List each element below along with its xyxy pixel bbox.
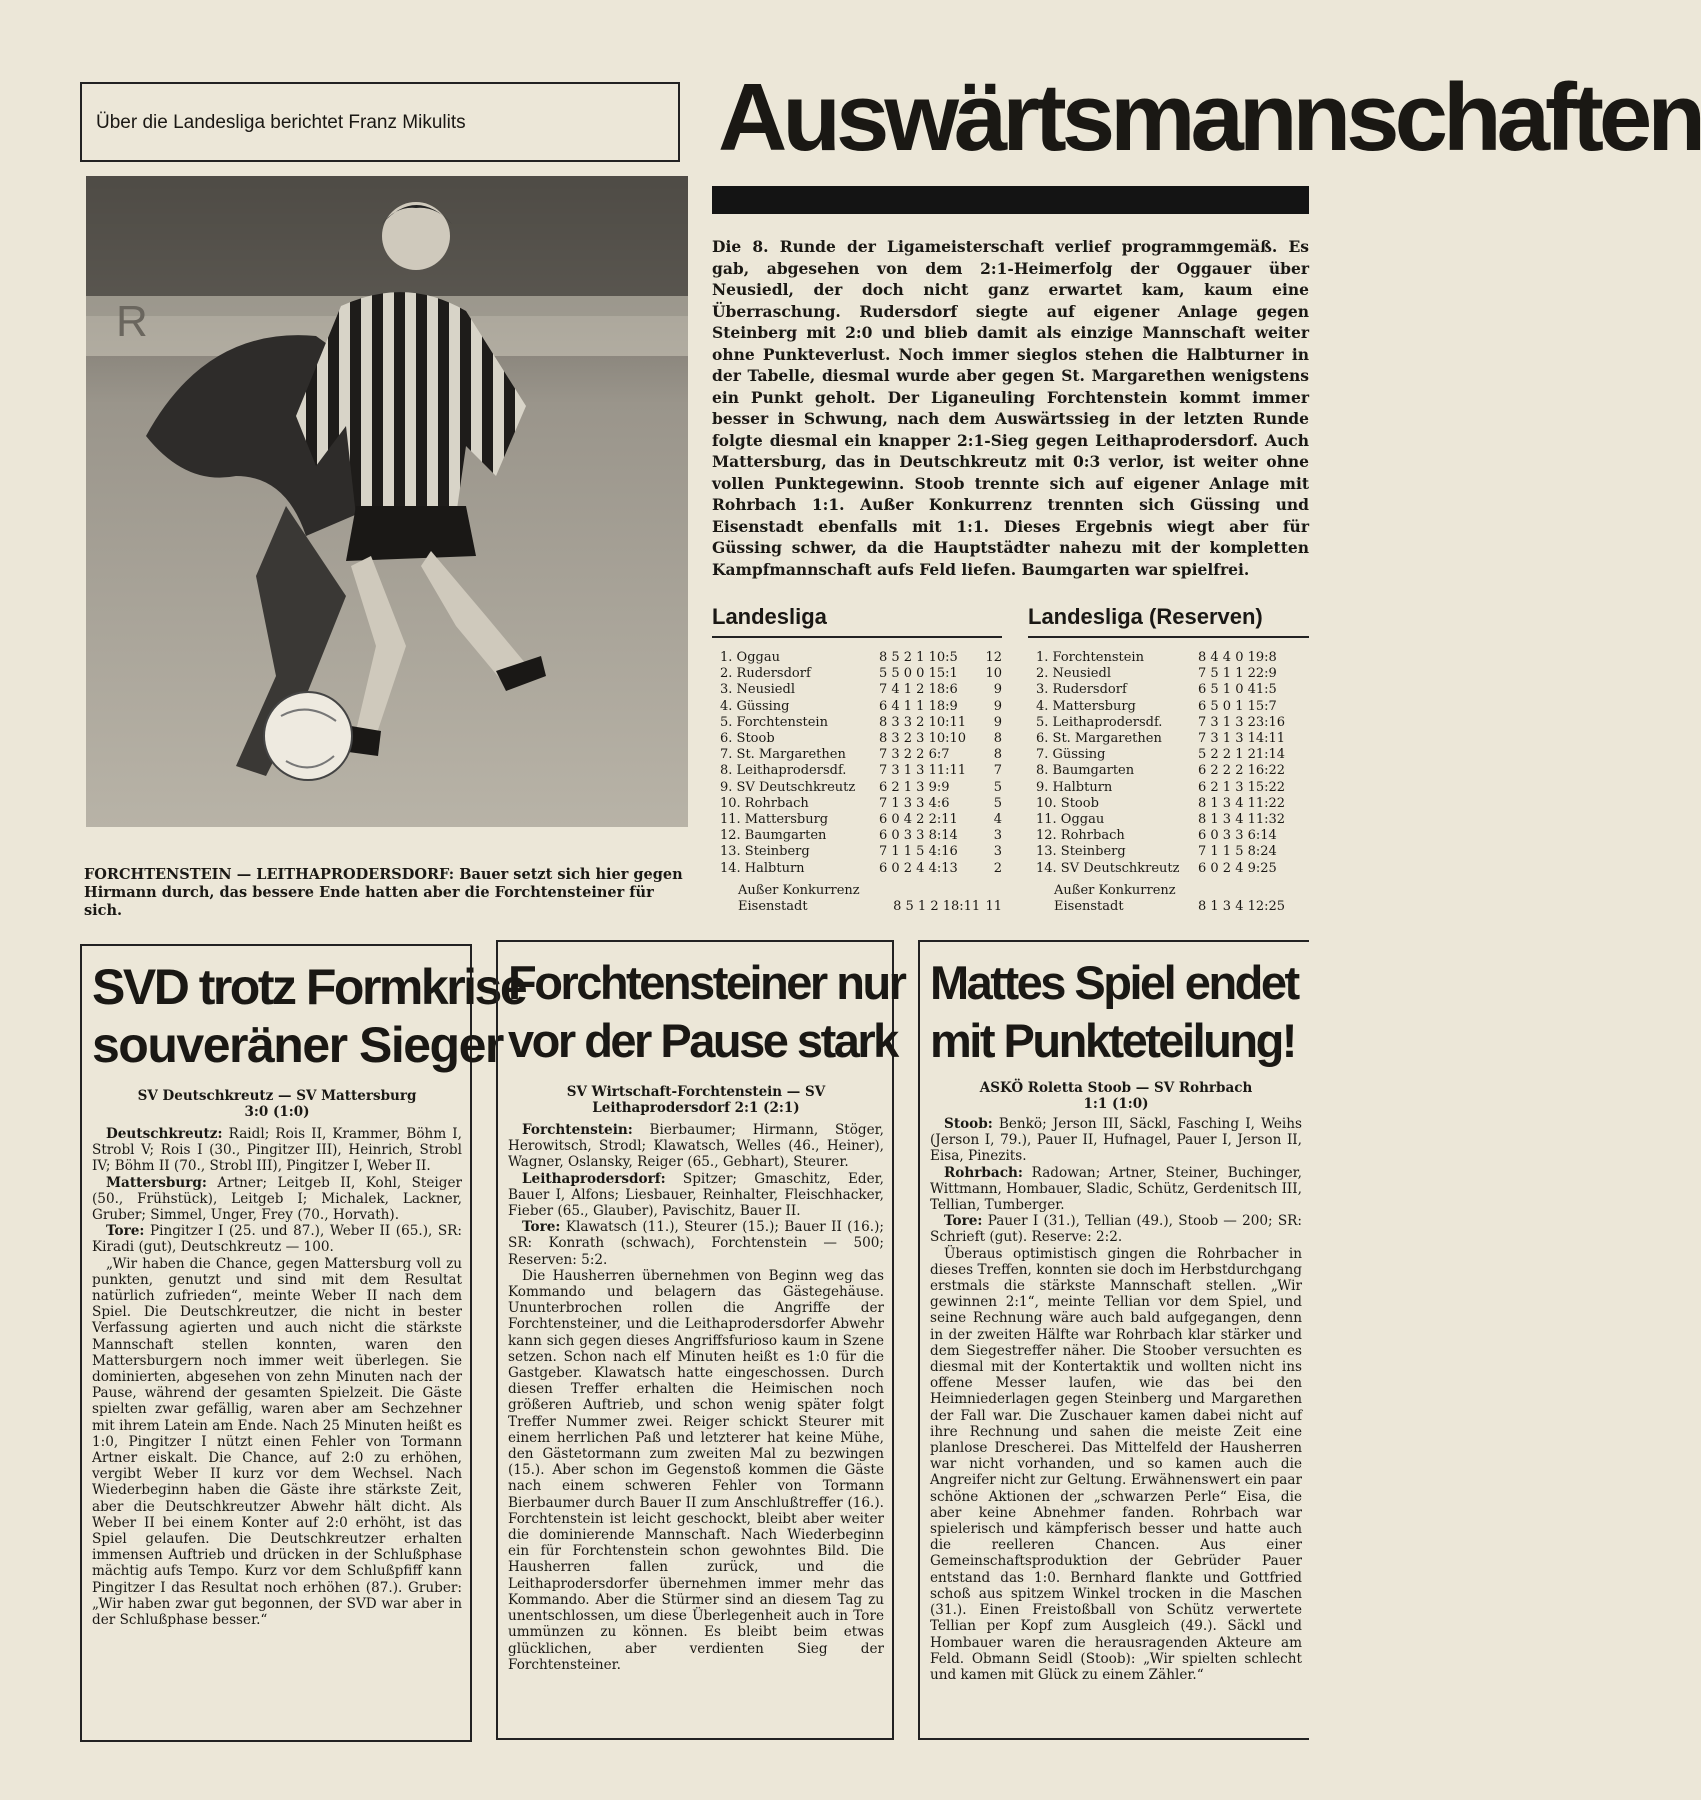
lineup-text: Bierbaumer; Hirmann, Stöger, Herowitsch, Strodl; Klawatsch, Welles (46., Heiner), Wagner, Oslansky, Reiger (65., Gebhart), Steurer. bbox=[508, 1122, 885, 1171]
story-headline-line1: Forchtensteiner nur bbox=[508, 956, 905, 1009]
team-record: 8 5 2 1 10:5 bbox=[878, 650, 958, 665]
team-name: 1. Forchtenstein bbox=[1036, 650, 1144, 665]
ak-record: 8 1 3 4 12:25 bbox=[1198, 898, 1286, 914]
lineup-label: Deutschkreutz: bbox=[106, 1126, 223, 1142]
ak-name: Eisenstadt bbox=[1054, 898, 1124, 914]
team-record: 6 0 4 2 2:11 bbox=[878, 812, 958, 828]
goals-text: Klawatsch (11.), Steurer (15.); Bauer II (16.); SR: Konrath (schwach), Forchtenstein — 500; Reserven: 5:2. bbox=[508, 1219, 884, 1268]
standings-row bbox=[720, 812, 1002, 828]
team-name: 12. Baumgarten bbox=[720, 828, 827, 844]
team-record: 5 5 0 0 15:1 bbox=[878, 666, 958, 682]
team-points: 5 bbox=[993, 779, 1003, 795]
team-name: 13. Steinberg bbox=[720, 844, 810, 860]
team-record: 7 1 1 5 8:24 bbox=[1198, 844, 1277, 860]
team-name: 8. Baumgarten bbox=[1036, 763, 1135, 779]
story-score: 3:0 (1:0) bbox=[244, 1104, 310, 1120]
standings-row bbox=[1036, 812, 1309, 828]
team-points: 12 bbox=[985, 650, 1003, 665]
team-points: 8 bbox=[993, 731, 1003, 747]
team-record: 6 0 3 3 8:14 bbox=[878, 828, 958, 844]
lineup-label: Stoob: bbox=[944, 1116, 993, 1132]
team-name: 4. Mattersburg bbox=[1036, 698, 1136, 714]
story-match: SV Deutschkreutz — SV Mattersburg bbox=[137, 1088, 417, 1104]
team-points: 5 bbox=[993, 795, 1003, 811]
team-record: 6 0 2 4 4:13 bbox=[878, 860, 958, 876]
standings-row bbox=[720, 796, 1002, 812]
story-headline-line1: SVD trotz Formkrise bbox=[92, 959, 526, 1015]
team-points: 9 bbox=[993, 714, 1003, 730]
team-points: 4 bbox=[993, 812, 1003, 828]
team-record: 7 3 1 3 23:16 bbox=[1198, 714, 1286, 730]
team-record: 7 5 1 1 22:9 bbox=[1198, 666, 1277, 682]
standings-row bbox=[1036, 731, 1309, 747]
story-headline-line2: souveräner Sieger bbox=[92, 1017, 503, 1073]
team-record: 6 5 1 0 41:5 bbox=[1198, 682, 1277, 698]
standings-list bbox=[1028, 650, 1309, 877]
team-name: 3. Rudersdorf bbox=[1036, 682, 1127, 698]
team-record: 6 4 1 1 18:9 bbox=[878, 698, 958, 714]
story-match: SV Wirtschaft-Forchtenstein — SV Leithaprodersdorf 2:1 (2:1) bbox=[566, 1084, 826, 1116]
lineup-text: Artner; Leitgeb II, Kohl, Steiger (50., Frühstück), Leitgeb I; Michalek, Lackner, Gruber; Simmel, Unger, Frey (70., Horvath). bbox=[92, 1174, 462, 1224]
story-2 bbox=[508, 954, 905, 1673]
standings-list bbox=[712, 650, 1002, 877]
main-headline: Auswärtsmannschaften bbox=[718, 64, 1701, 171]
story-body bbox=[92, 1126, 462, 1628]
team-record: 7 3 2 2 6:7 bbox=[878, 747, 950, 763]
story-3 bbox=[930, 954, 1302, 1683]
team-name: 11. Mattersburg bbox=[720, 812, 829, 828]
table-title: Landesliga bbox=[712, 604, 827, 629]
team-record: 6 2 1 3 15:22 bbox=[1198, 779, 1286, 795]
standings-row bbox=[720, 828, 1002, 844]
standings-row bbox=[720, 682, 1002, 698]
team-name: 14. SV Deutschkreutz bbox=[1036, 860, 1180, 876]
team-name: 9. SV Deutschkreutz bbox=[720, 779, 856, 795]
team-name: 7. St. Margarethen bbox=[720, 747, 846, 763]
standings-row bbox=[720, 763, 1002, 779]
team-name: 10. Stoob bbox=[1036, 795, 1099, 811]
ak-name: Eisenstadt bbox=[738, 898, 808, 914]
standings-row bbox=[1036, 828, 1309, 844]
team-name: 10. Rohrbach bbox=[720, 795, 809, 811]
team-name: 5. Leithaprodersdf. bbox=[1036, 714, 1163, 730]
team-record: 7 3 1 3 11:11 bbox=[878, 763, 967, 779]
standings-row bbox=[1036, 763, 1309, 779]
table-reserven bbox=[1028, 604, 1309, 915]
team-name: 11. Oggau bbox=[1036, 812, 1105, 828]
svg-text:R: R bbox=[116, 297, 148, 346]
ak-label: Außer Konkurrenz bbox=[738, 882, 860, 898]
standings-row bbox=[1036, 861, 1309, 877]
standings-row bbox=[1036, 715, 1309, 731]
headline-rule bbox=[712, 186, 1309, 214]
team-record: 6 2 1 3 9:9 bbox=[878, 779, 950, 795]
team-record: 7 1 3 3 4:6 bbox=[878, 795, 950, 811]
story-match: ASKÖ Roletta Stoob — SV Rohrbach bbox=[979, 1080, 1253, 1096]
goals-label: Tore: bbox=[944, 1213, 983, 1230]
lineup-text: Spitzer; Gmaschitz, Eder, Bauer I, Alfons; Liesbauer, Reinhalter, Fleischhacker, Fieber (65., Glauber), Pavischitz, Bauer II. bbox=[508, 1170, 884, 1220]
standings-row bbox=[1036, 650, 1309, 666]
match-photo bbox=[86, 176, 688, 827]
ak-points: 11 bbox=[985, 898, 1002, 914]
team-record: 8 3 2 3 10:10 bbox=[878, 731, 967, 747]
team-record: 7 4 1 2 18:6 bbox=[878, 682, 958, 698]
goals-text: Pingitzer I (25. und 87.), Weber II (65.), SR: Kiradi (gut), Deutschkreutz — 100. bbox=[92, 1223, 462, 1256]
goals-label: Tore: bbox=[106, 1223, 145, 1240]
team-name: 7. Güssing bbox=[1036, 747, 1106, 763]
standings-row bbox=[720, 780, 1002, 796]
team-name: 1. Oggau bbox=[720, 650, 780, 665]
standings-row bbox=[720, 844, 1002, 860]
story-body bbox=[930, 1116, 1302, 1683]
team-record: 6 2 2 2 16:22 bbox=[1198, 763, 1286, 779]
standings-row bbox=[1036, 844, 1309, 860]
standings-row bbox=[720, 715, 1002, 731]
team-name: 8. Leithaprodersdf. bbox=[720, 763, 847, 779]
standings-row bbox=[720, 666, 1002, 682]
ak-label: Außer Konkurrenz bbox=[1054, 882, 1176, 898]
team-name: 3. Neusiedl bbox=[720, 682, 795, 698]
team-points: 7 bbox=[993, 763, 1003, 779]
standings-row bbox=[720, 731, 1002, 747]
standings-row bbox=[720, 747, 1002, 763]
team-name: 6. Stoob bbox=[720, 731, 775, 747]
story-text: Überaus optimistisch gingen die Rohrbacher in dieses Treffen, konnten sie doch im Herbstdurchgang erstmals die stärkste Mannschaft stellen. „Wir gewinnen 2:1“, meinte Tellian vor dem Spiel, und seine Rechnung wäre auch bald aufgegangen, denn in der zweiten Hälfte war Rohrbach klar stärker und dem Siegestreffer näher. Die Stoober versuchten es diesmal mit der Kontertaktik und wollten nicht ins offene Messer laufen, wie das bei den Heimniederlagen gegen Steinberg und Margarethen der Fall war. Die Zuschauer kamen dabei nicht auf ihre Rechnung und sahen die meiste Zeit eine planlose Drescherei. Das Mittelfeld der Hausherren war nicht vorhanden, und so kamen auch die Angreifer nicht zur Geltung. Erwähnenswert ein paar schöne Aktionen der „schwarzen Perle“ Eisa, die aber keine Abnehmer fanden. Rohrbach war spielerisch und kämpferisch besser und hatte auch die reelleren Chancen. Aus einer Gemeinschaftsproduktion der Gebrüder Pauer entstand das 1:0. Bernhard flankte und Gottfried schoß aus spitzem Winkel trocken in die Maschen (31.). Einen Freistoßball von Schütz verwertete Tellian per Kopf zum Ausgleich (49.). Säckl und Hombauer waren die herausragenden Akteure am Feld. Obmann Seidl (Stoob): „Wir spielten schlecht und kamen mit Glück zu einem Zähler.“ bbox=[930, 1245, 1302, 1683]
team-record: 8 3 3 2 10:11 bbox=[878, 714, 967, 730]
team-record: 8 1 3 4 11:22 bbox=[1198, 795, 1286, 811]
lineup-label: Rohrbach: bbox=[944, 1164, 1023, 1181]
standings-row bbox=[1036, 699, 1309, 715]
standings-row bbox=[1036, 796, 1309, 812]
team-name: 14. Halbturn bbox=[720, 860, 805, 876]
ak-record: 8 5 1 2 18:11 bbox=[893, 898, 981, 914]
goals-label: Tore: bbox=[522, 1219, 561, 1236]
team-points: 8 bbox=[993, 747, 1003, 763]
story-headline-line1: Mattes Spiel endet bbox=[930, 956, 1298, 1009]
team-name: 9. Halbturn bbox=[1036, 779, 1113, 795]
story-text: „Wir haben die Chance, gegen Mattersburg voll zu punkten, genutzt und sind mit dem Resultat natürlich zufrieden“, meinte Weber II nach dem Spiel. Die Deutschkreutzer, die nicht in bester Verfassung agierten und auch nicht die stärkste Mannschaft stellen konnten, waren den Mattersburgern noch immer weit überlegen. Sie dominierten, abgesehen von zehn Minuten nach der Pause, während der gesamten Spielzeit. Die Gäste spielten zwar gefällig, waren aber am Sechzehner mit ihrem Latein am Ende. Nach 25 Minuten heißt es 1:0, Pingitzer I nützt einen Fehler von Tormann Artner eiskalt. Die Chance, auf 2:0 zu erhöhen, vergibt Weber II kurz vor dem Wechsel. Nach Wiederbeginn haben die Gäste ihre stärkste Zeit, aber die Deutschkreutzer Abwehr hält dicht. Als Weber II bei einem Konter auf 2:0 erhöht, ist das Spiel gelaufen. Die Deutschkreutzer erhalten immensen Auftrieb und drücken in der Schlußphase mächtig aufs Tempo. Kurz vor dem Schlußpfiff kann Pingitzer I das Resultat noch erhöhen (87.). Gruber: „Wir haben zwar gut begonnen, der SVD war aber in der Schlußphase besser.“ bbox=[92, 1255, 462, 1629]
standings-row bbox=[1036, 780, 1309, 796]
team-record: 6 0 3 3 6:14 bbox=[1198, 828, 1277, 844]
team-name: 12. Rohrbach bbox=[1036, 828, 1125, 844]
standings-row bbox=[1036, 666, 1309, 682]
lineup-text: Raidl; Rois II, Krammer, Böhm I, Strobl V; Rois I (30., Pingitzer III), Heinrich, Strobl IV; Böhm II (70., Strobl III), Pingitzer I, Weber II. bbox=[92, 1126, 462, 1175]
team-record: 5 2 2 1 21:14 bbox=[1198, 747, 1286, 763]
lineup-label: Leithaprodersdorf: bbox=[522, 1170, 666, 1187]
lineup-label: Forchtenstein: bbox=[522, 1122, 633, 1138]
ak-row bbox=[712, 899, 1002, 915]
team-name: 2. Rudersdorf bbox=[720, 666, 811, 682]
team-points: 9 bbox=[993, 698, 1003, 714]
standings-row bbox=[1036, 747, 1309, 763]
team-name: 4. Güssing bbox=[720, 698, 790, 714]
standings-row bbox=[720, 650, 1002, 666]
intro-text: Die 8. Runde der Ligameisterschaft verlief programmgemäß. Es gab, abgesehen von dem 2:1-Heimerfolg der Oggauer über Neusiedl, der doch nicht ganz erwartet kam, kaum eine Überraschung. Rudersdorf siegte auf eigener Anlage gegen Steinberg mit 2:0 und blieb damit als einzige Mannschaft weiter ohne Punkteverlust. Noch immer sieglos stehen die Halbturner in der Tabelle, diesmal wurde aber gegen St. Margarethen wenigstens ein Punkt geholt. Der Liganeuling Forchtenstein kommt immer besser in Schwung, nach dem Auswärtssieg in der letzten Runde folgte diesmal ein knapper 2:1-Sieg gegen Leithaprodersdorf. Auch Mattersburg, das in Deutschkreutz mit 0:3 verlor, ist weiter ohne vollen Punktegewinn. Stoob trennte sich auf eigener Anlage mit Rohrbach 1:1. Außer Konkurrenz trennten sich Güssing und Eisenstadt ebenfalls mit 1:1. Dieses Ergebnis wiegt aber für Güssing schwer, da die Hauptstädter nahezu mit der kompletten Kampfmannschaft aufs Feld liefen. Baumgarten war spielfrei. bbox=[712, 237, 1309, 579]
standings-row bbox=[1036, 682, 1309, 698]
table-landesliga bbox=[712, 604, 1002, 915]
team-name: 2. Neusiedl bbox=[1036, 666, 1111, 682]
story-body bbox=[508, 1122, 884, 1673]
ak-row bbox=[1028, 899, 1309, 915]
team-points: 3 bbox=[993, 844, 1003, 860]
team-record: 6 0 2 4 9:25 bbox=[1198, 860, 1277, 876]
team-record: 8 1 3 4 11:32 bbox=[1198, 812, 1286, 828]
team-points: 9 bbox=[993, 682, 1003, 698]
goals-text: Pauer I (31.), Tellian (49.), Stoob — 200; SR: Schrieft (gut). Reserve: 2:2. bbox=[930, 1213, 1302, 1246]
table-rule bbox=[712, 636, 1002, 638]
story-1 bbox=[92, 958, 526, 1629]
team-points: 10 bbox=[985, 666, 1003, 682]
lineup-text: Radowan; Artner, Steiner, Buchinger, Wittmann, Hombauer, Sladic, Schütz, Gerdenitsch III, Tellian, Tumberger. bbox=[930, 1164, 1302, 1214]
byline: Über die Landesliga berichtet Franz Mikulits bbox=[96, 112, 466, 133]
team-name: 6. St. Margarethen bbox=[1036, 731, 1162, 747]
team-record: 7 1 1 5 4:16 bbox=[878, 844, 958, 860]
team-record: 7 3 1 3 14:11 bbox=[1198, 731, 1286, 747]
story-score: 1:1 (1:0) bbox=[1083, 1096, 1149, 1112]
team-record: 6 5 0 1 15:7 bbox=[1198, 698, 1277, 714]
table-rule bbox=[1028, 636, 1309, 638]
story-headline-line2: mit Punkteteilung! bbox=[930, 1014, 1295, 1067]
standings-row bbox=[720, 861, 1002, 877]
team-name: 5. Forchtenstein bbox=[720, 714, 828, 730]
lineup-text: Benkö; Jerson III, Säckl, Fasching I, Weihs (Jerson I, 79.), Pauer II, Hufnagel, Pauer I, Jerson II, Eisa, Pinezits. bbox=[930, 1116, 1302, 1165]
team-points: 3 bbox=[993, 828, 1003, 844]
lineup-label: Mattersburg: bbox=[106, 1174, 207, 1191]
team-record: 8 4 4 0 19:8 bbox=[1198, 650, 1277, 665]
table-title: Landesliga (Reserven) bbox=[1028, 604, 1263, 629]
standings-row bbox=[720, 699, 1002, 715]
team-name: 13. Steinberg bbox=[1036, 844, 1126, 860]
team-points: 2 bbox=[993, 860, 1003, 876]
story-headline-line2: vor der Pause stark bbox=[508, 1014, 897, 1067]
story-text: Die Hausherren übernehmen von Beginn weg das Kommando und belagern das Gästegehäuse. Ununterbrochen rollen die Angriffe der Forchtensteiner, und die Leithaprodersdorfer Abwehr kann sich gegen dieses Angriffsfurioso kaum in Szene setzen. Schon nach elf Minuten heißt es 1:0 für die Gastgeber. Klawatsch hatte eingeschossen. Durch diesen Treffer erhalten die Heimischen noch größeren Auftrieb, und schon wenig später folgt Treffer Nummer zwei. Reiger schickt Steurer mit einem herrlichen Paß und letzterer hat keine Mühe, den Gästetormann zum zweiten Mal zu bezwingen (15.). Aber schon im Gegenstoß kommen die Gäste nach einem schweren Fehler von Tormann Bierbaumer durch Bauer II zum Anschlußtreffer (16.). Forchtenstein ist leicht geschockt, bleibt aber weiter die dominierende Mannschaft. Nach Wiederbeginn ein für Forchtenstein schon gewohntes Bild. Die Hausherren fallen zurück, und die Leithaprodersdorfer übernehmen immer mehr das Kommando. Aber die Stürmer sind an diesem Tag zu unentschlossen, um diese Überlegenheit auch in Tore ummünzen zu können. Es bleibt beim etwas glücklichen, aber verdienten Sieg der Forchtensteiner. bbox=[508, 1267, 884, 1673]
photo-caption: FORCHTENSTEIN — LEITHAPRODERSDORF: Bauer setzt sich hier gegen Hirmann durch, das bessere Ende hatten aber die Forchtensteiner für sich. bbox=[84, 866, 683, 919]
